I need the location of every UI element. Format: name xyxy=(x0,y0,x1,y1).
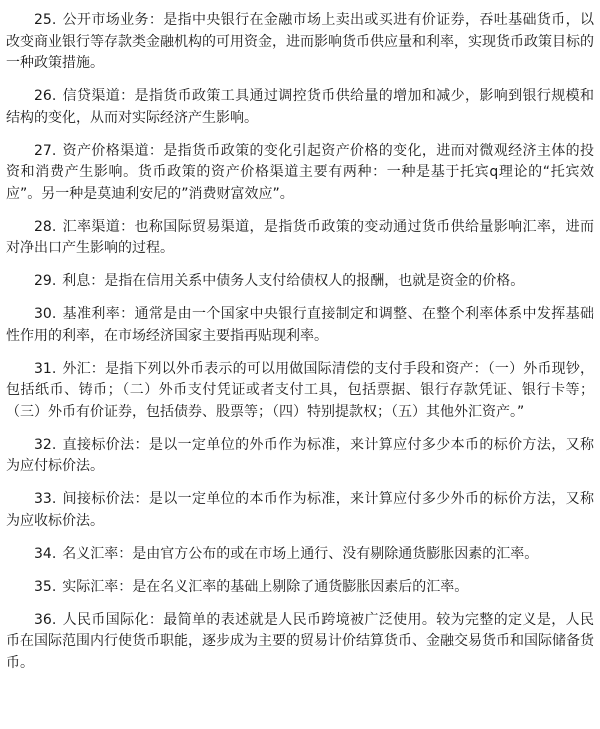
entry-text: 利息：是指在信用关系中债务人支付给债权人的报酬，也就是资金的价格。 xyxy=(62,273,525,289)
entry-text: 实际汇率：是在名义汇率的基础上剔除了通货膨胀因素后的汇率。 xyxy=(62,578,469,595)
entry-number: 35. xyxy=(34,578,57,595)
entry-number: 26. xyxy=(34,88,57,104)
entry-number: 32. xyxy=(34,436,57,453)
entry-27 xyxy=(6,141,594,206)
entry-number: 36. xyxy=(34,611,57,628)
entry-26 xyxy=(6,86,594,129)
entry-36 xyxy=(6,610,594,675)
entry-35 xyxy=(6,577,594,599)
entry-30 xyxy=(6,304,594,347)
entry-text: 基准利率：通常是由一个国家中央银行直接制定和调整、在整个利率体系中发挥基础性作用的利率，在市场经济国家主要指再贴现利率。 xyxy=(6,306,594,344)
entry-32 xyxy=(6,435,594,478)
entry-number: 27. xyxy=(34,142,57,159)
entry-text: 人民币国际化：最简单的表述就是人民币跨境被广泛使用。较为完整的定义是，人民币在国际范围内行使货币职能，逐步成为主要的贸易计价结算货币、金融交易货币和国际储备货币。 xyxy=(6,611,594,671)
entry-text: 公开市场业务：是指中央银行在金融市场上卖出或买进有价证券，吞吐基础货币，以改变商业银行等存款类金融机构的可用资金，进而影响货币供应量和利率，实现货币政策目标的一种政策措施。 xyxy=(6,12,594,71)
entry-number: 33. xyxy=(34,491,57,507)
entry-text: 资产价格渠道：是指货币政策的变化引起资产价格的变化，进而对微观经济主体的投资和消费产生影响。货币政策的资产价格渠道主要有两种：一种是基于托宾q理论的“托宾效应”。另一种是莫迪利安尼的”消费财富效应”。 xyxy=(6,142,594,202)
entry-28 xyxy=(6,217,594,260)
entry-number: 34. xyxy=(34,545,57,562)
entry-25 xyxy=(6,10,594,75)
entry-33 xyxy=(6,489,594,532)
entry-text: 名义汇率：是由官方公布的或在市场上通行、没有剔除通货膨胀因素的汇率。 xyxy=(62,545,539,562)
entry-number: 30. xyxy=(34,306,57,322)
entry-29 xyxy=(6,271,594,293)
entry-text: 信贷渠道：是指货币政策工具通过调控货币供给量的增加和减少，影响到银行规模和结构的变化，从而对实际经济产生影响。 xyxy=(6,88,594,126)
entry-number: 29. xyxy=(34,273,57,289)
entry-number: 25. xyxy=(34,12,57,28)
entry-number: 28. xyxy=(34,218,57,235)
entry-text: 间接标价法：是以一定单位的本币作为标准，来计算应付多少外币的标价方法，又称为应收标价法。 xyxy=(6,491,594,529)
entry-number: 31. xyxy=(34,360,57,377)
entry-34 xyxy=(6,544,594,566)
entry-text: 直接标价法：是以一定单位的外币作为标准，来计算应付多少本币的标价方法，又称为应付标价法。 xyxy=(6,436,594,474)
entry-text: 汇率渠道：也称国际贸易渠道，是指货币政策的变动通过货币供给量影响汇率，进而对净出口产生影响的过程。 xyxy=(6,218,594,256)
entry-text: 外汇：是指下列以外币表示的可以用做国际清偿的支付手段和资产：（一）外币现钞，包括纸币、铸币；（二）外币支付凭证或者支付工具，包括票据、银行存款凭证、银行卡等；（三）外币有价证券，包括债券、股票等；（四）特别提款权；（五）其他外汇资产。” xyxy=(6,360,594,420)
entry-31 xyxy=(6,359,594,424)
